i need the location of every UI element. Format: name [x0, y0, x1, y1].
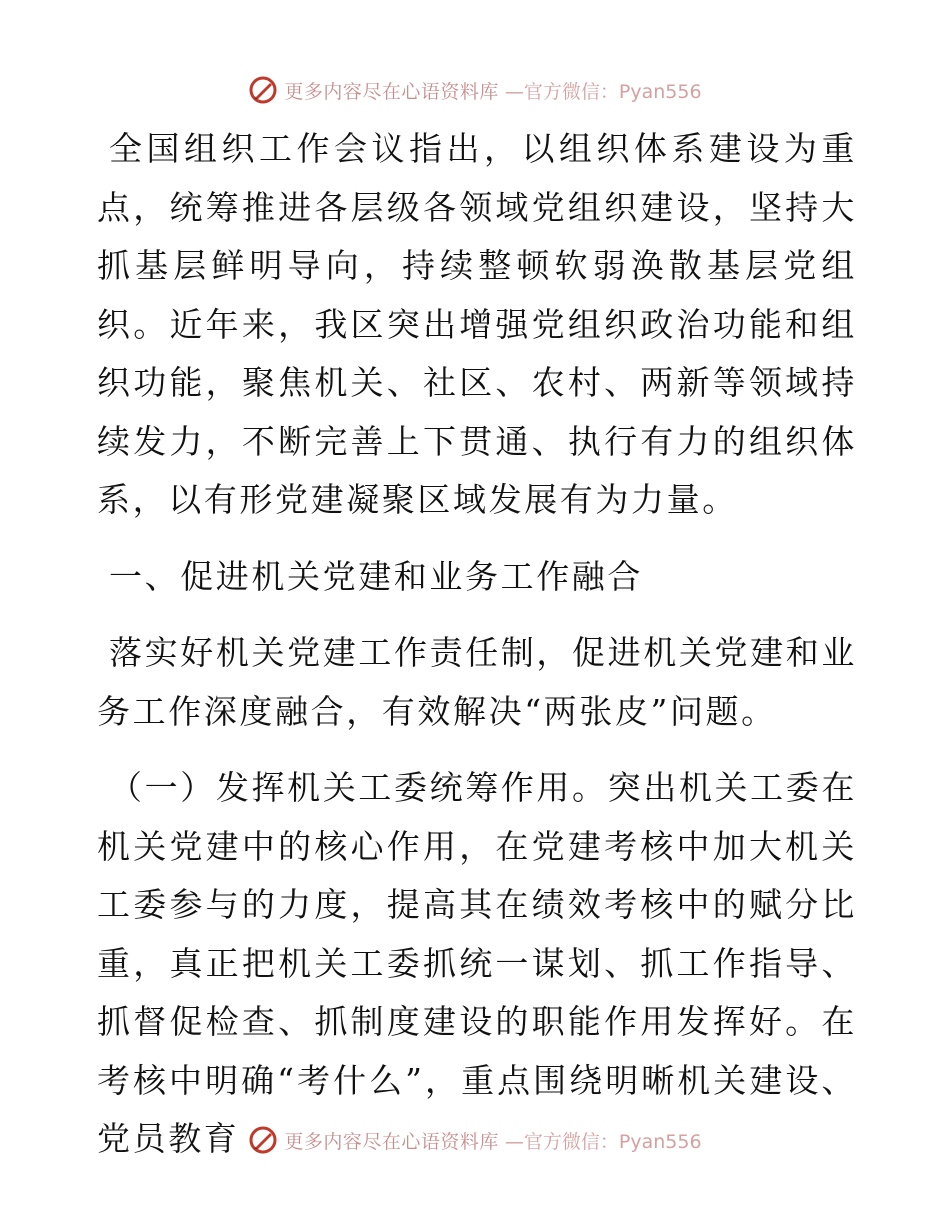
watermark-text: 更多内容尽在心语资料库	[284, 80, 499, 103]
intro-paragraph: 全国组织工作会议指出，以组织体系建设为重点，统筹推进各层级各领域党组织建设，坚持大抓基层鲜明导向，持续整顿软弱涣散基层党组织。近年来，我区突出增强党组织政治功能和组织功能，聚焦机关、社区、农村、两新等领域持续发力，不断完善上下贯通、执行有力的组织体系，以有形党建凝聚区域发展有为力量。	[97, 129, 857, 519]
footer-watermark	[0, 1120, 950, 1160]
document-body	[97, 120, 857, 1169]
watermark-contact: —官方微信：Pyan556	[504, 80, 702, 103]
watermark-contact: —官方微信：Pyan556	[504, 1130, 702, 1153]
watermark-text: 更多内容尽在心语资料库	[284, 1130, 499, 1153]
pen-logo-icon	[248, 75, 278, 105]
section-intro-paragraph: 落实好机关党建工作责任制，促进机关党建和业务工作深度融合，有效解决“两张皮”问题。	[97, 633, 857, 731]
pen-logo-icon	[248, 1125, 278, 1155]
header-watermark	[0, 70, 950, 110]
subsection-paragraph: （一）发挥机关工委统筹作用。突出机关工委在机关党建中的核心作用，在党建考核中加大机关工委参与的力度，提高其在绩效考核中的赋分比重，真正把机关工委抓统一谋划、抓工作指导、抓督促检查、抓制度建设的职能作用发挥好。在考核中明确“考什么”，重点围绕明晰机关建设、党员教育	[97, 768, 857, 1158]
section-heading: 一、促进机关党建和业务工作融合	[109, 556, 643, 596]
